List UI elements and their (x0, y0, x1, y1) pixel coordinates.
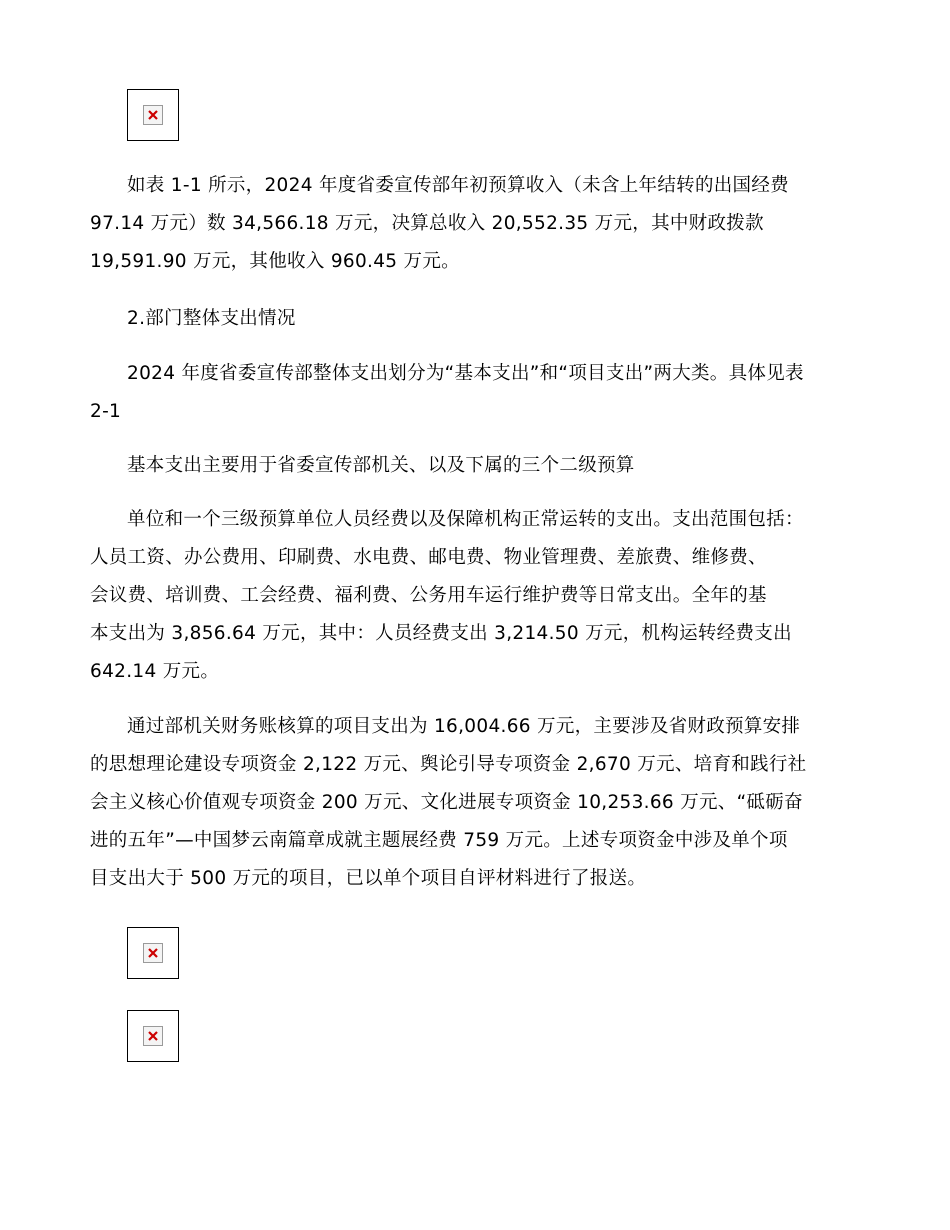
image-frame (143, 105, 163, 125)
broken-image-icon (144, 106, 162, 124)
image-frame (143, 943, 163, 963)
text-line: 2.部门整体支出情况 (127, 308, 296, 329)
broken-image-icon (144, 944, 162, 962)
image-frame (143, 1026, 163, 1046)
text-line: 目支出大于 500 万元的项目，已以单个项目自评材料进行了报送。 (90, 868, 647, 889)
paragraph-project-expenditure (90, 708, 860, 898)
text-line: 2-1 (90, 401, 122, 422)
paragraph-expenditure-overview (90, 355, 860, 431)
text-line: 会主义核心价值观专项资金 200 万元、文化进展专项资金 10,253.66 万元、“砥砺奋 (90, 792, 803, 813)
text-line: 会议费、培训费、工会经费、福利费、公务用车运行维护费等日常支出。全年的基 (90, 585, 767, 606)
text-line: 的思想理论建设专项资金 2,122 万元、舆论引导专项资金 2,670 万元、培育和践行社 (90, 754, 807, 775)
text-line: 2024 年度省委宣传部整体支出划分为“基本支出”和“项目支出”两大类。具体见表 (127, 363, 804, 384)
text-line: 单位和一个三级预算单位人员经费以及保障机构正常运转的支出。支出范围包括： (127, 509, 804, 530)
text-line: 本支出为 3,856.64 万元，其中：人员经费支出 3,214.50 万元，机构运转经费支出 (90, 623, 792, 644)
section-heading (90, 300, 860, 338)
text-line: 97.14 万元）数 34,566.18 万元，决算总收入 20,552.35 万元，其中财政拨款 (90, 213, 764, 234)
image-placeholder (127, 927, 179, 979)
text-line: 如表 1-1 所示，2024 年度省委宣传部年初预算收入（未含上年结转的出国经费 (127, 175, 789, 196)
image-placeholder (127, 89, 179, 141)
paragraph-revenue (90, 167, 860, 281)
paragraph-basic-expenditure (90, 501, 860, 691)
text-line: 进的五年”—中国梦云南篇章成就主题展经费 759 万元。上述专项资金中涉及单个项 (90, 830, 788, 851)
text-line: 642.14 万元。 (90, 661, 220, 682)
text-line: 人员工资、办公费用、印刷费、水电费、邮电费、物业管理费、差旅费、维修费、 (90, 547, 767, 568)
text-line: 基本支出主要用于省委宣传部机关、以及下属的三个二级预算 (127, 455, 635, 476)
image-placeholder (127, 1010, 179, 1062)
text-line: 通过部机关财务账核算的项目支出为 16,004.66 万元，主要涉及省财政预算安排 (127, 716, 801, 737)
text-line: 19,591.90 万元，其他收入 960.45 万元。 (90, 251, 460, 272)
paragraph-basic-expenditure-intro (90, 447, 860, 485)
broken-image-icon (144, 1027, 162, 1045)
